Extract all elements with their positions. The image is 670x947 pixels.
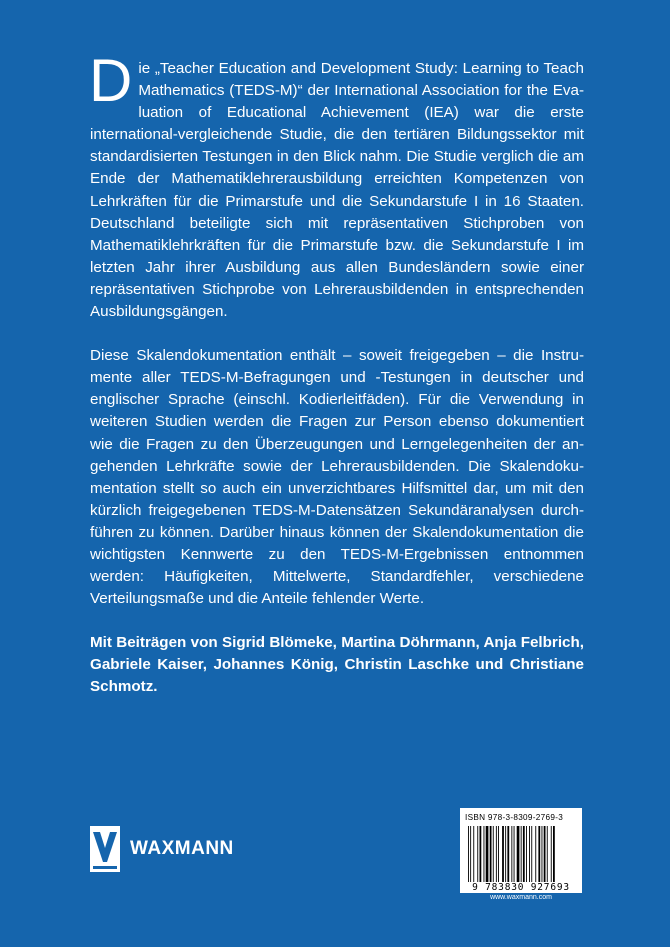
- isbn-label: ISBN 978-3-8309-2769-3: [465, 813, 564, 822]
- barcode-digits: 9 783830 927693: [472, 882, 570, 893]
- publisher-url: www.waxmann.com: [460, 893, 582, 903]
- publisher-logo: [90, 826, 234, 872]
- back-cover-text: [89, 47, 584, 699]
- drop-cap: D: [89, 47, 133, 114]
- publisher-name: WAXMANN: [130, 838, 234, 859]
- barcode: [466, 826, 576, 884]
- documentation-paragraph: Diese Skalendokumentation enthält – soweit freigegeben – die Instrumente aller TEDS-M-Befragungen und -Testungen in deutscher und englischer Sprache (einschl. Kodierleitfäden). Für die Verwendung in weiteren Studien werden die Fragen zur Person ebenso dokumentiert wie die Fragen zu den Überzeugungen und Lerngelegenheiten der angehenden Lehrkräfte sowie der Lehrerausbildenden. Die Skalendokumentation stellt so auch ein unverzichtbares Hilfsmittel dar, um mit den kürzlich freigegebenen TEDS-M-Datensätzen Sekundäranalysen durchführen zu können. Darüber hinaus können der Skalendokumentation die wichtigsten Kennwerte zu den TEDS-M-Ergebnissen entnommen werden: Häufigkeiten, Mittelwerte, Standardfehler, verschiedene Verteilungsmaße und die Anteile fehlender Werte.: [90, 347, 584, 608]
- contributors-paragraph: Mit Beiträgen von Sigrid Blömeke, Martina Döhrmann, Anja Felbrich, Gabriele Kaiser, Johannes König, Christin Laschke und Christiane Schmotz.: [90, 634, 584, 696]
- isbn-barcode-box: [460, 808, 582, 903]
- intro-paragraph-text: ie „Teacher Education and Development Study: Learning to Teach Mathematics (TEDS-M)“ der International Association for the Evaluation of Educational Achievement (IEA) war die erste international-vergleichende Studie, die den tertiären Bildungssektor mit standardisierten Testungen in den Blick nahm. Die Studie verglich die am Ende der Mathematiklehrerausbildung erreichten Kompetenzen von Lehrkräften für die Primarstufe und die Sekundarstufe I in 16 Staaten. Deutschland beteiligte sich mit repräsentativen Stichproben von Mathematiklehrkräften für die Primarstufe bzw. die Sekundarstufe I im letzten Jahr ihrer Ausbildung aus allen Bundesländern sowie einer repräsentativen Stichprobe von Lehrerausbildenden in entsprechenden Ausbildungsgängen.: [90, 60, 584, 321]
- intro-paragraph: [89, 47, 584, 323]
- waxmann-logo-icon: [90, 826, 120, 872]
